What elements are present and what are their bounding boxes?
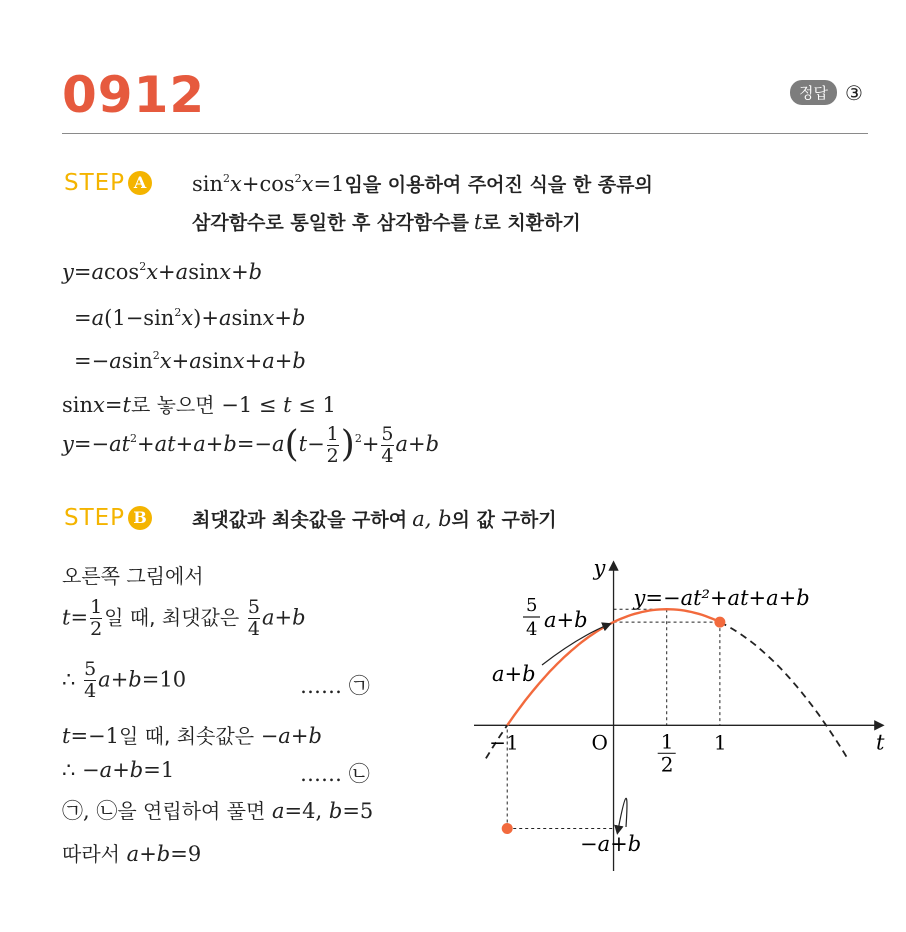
tick-label-half-num: 1 bbox=[660, 729, 674, 754]
tick-label-half-den: 2 bbox=[660, 752, 674, 777]
annotation-max-value: a+b bbox=[544, 608, 588, 632]
step-b-line-3: ∴ $\frac{5}{4}$ a+b=10 bbox=[62, 658, 187, 702]
step-b-line-6: ㉠, ㉡을 연립하여 풀면 a=4, b=5 bbox=[62, 799, 374, 823]
header-divider bbox=[62, 133, 868, 134]
annotation-five-quarters-den: 4 bbox=[526, 619, 538, 640]
step-b-word: STEP bbox=[64, 505, 126, 531]
annotation-five-quarters-num: 5 bbox=[526, 595, 538, 616]
step-a-letter: A bbox=[128, 171, 152, 195]
answer-area bbox=[790, 80, 863, 105]
mark-nieun: ㉡ bbox=[348, 762, 370, 786]
equation-line-1: y=acos$^2$x+asinx+b bbox=[62, 260, 263, 284]
step-b-line-4-text: 일 때, 최솟값은 bbox=[119, 724, 255, 748]
substitution-text: 로 놓으면 bbox=[130, 393, 215, 417]
step-a-word: STEP bbox=[64, 170, 126, 196]
step-b-line-2-text: 일 때, 최댓값은 bbox=[104, 605, 240, 630]
step-a-title-line2 bbox=[192, 208, 581, 235]
mark-giyeok: ㉠ bbox=[348, 674, 370, 698]
step-b-line-4: t=−1일 때, 최솟값은 −a+b bbox=[62, 724, 322, 748]
step-b-line-1: 오른쪽 그림에서 bbox=[62, 564, 204, 588]
tick-label-minus-1: −1 bbox=[489, 730, 519, 755]
answer-value: ③ bbox=[844, 80, 863, 105]
tick-label-1: 1 bbox=[713, 730, 727, 755]
substitution-line: sinx=t로 놓으면 −1 ≤ t ≤ 1 bbox=[62, 393, 336, 417]
fraction-five-quarters: $\frac{5}{4}$ bbox=[381, 422, 394, 467]
step-a-title-text2: 삼각함수로 통일한 후 삼각함수를 bbox=[192, 212, 469, 234]
equation-line-3: =−asin$^2$x+asinx+a+b bbox=[74, 349, 306, 373]
parabola-graph bbox=[470, 555, 890, 875]
annotation-minus-a-plus-b: −a+b bbox=[580, 832, 642, 856]
step-b-line-3-mark: …… ㉠ bbox=[300, 674, 370, 698]
step-a-title-line1 bbox=[192, 170, 653, 197]
step-a-title-text1: 임을 이용하여 주어진 식을 한 종류의 bbox=[344, 174, 653, 196]
step-b-line-7-text: 따라서 bbox=[62, 842, 120, 866]
x-axis-label: t bbox=[876, 730, 885, 755]
step-a-title-var-t: t bbox=[473, 210, 483, 234]
highlight-point-2 bbox=[714, 617, 725, 628]
step-a-label bbox=[64, 170, 152, 196]
step-b-line-6-text: 을 연립하여 풀면 bbox=[117, 799, 266, 823]
step-b-line-5: ∴ −a+b=1 bbox=[62, 758, 175, 782]
step-b-label bbox=[64, 505, 152, 531]
y-axis-label: y bbox=[593, 556, 606, 580]
curve-dashed-right bbox=[720, 622, 848, 758]
step-b-line-5-mark: …… ㉡ bbox=[300, 762, 370, 786]
step-b-line-2: t= $\frac{1}{2}$ 일 때, 최댓값은 $\frac{5}{4}$ a+b bbox=[62, 596, 306, 640]
step-a-title-text3: 로 치환하기 bbox=[482, 212, 581, 234]
step-b-line-7: 따라서 a+b=9 bbox=[62, 842, 202, 866]
step-b-title-vars: a, b bbox=[412, 507, 452, 531]
fraction-half: $\frac{1}{2}$ bbox=[326, 422, 339, 467]
step-b-title bbox=[192, 505, 557, 532]
annotation-minus-a-plus-b-arrow bbox=[618, 798, 627, 832]
step-b-title-text2: 의 값 구하기 bbox=[451, 509, 557, 531]
step-b-letter: B bbox=[128, 506, 152, 530]
answer-badge: 정답 bbox=[790, 80, 837, 105]
annotation-a-plus-b: a+b bbox=[492, 662, 536, 686]
problem-number: 0912 bbox=[62, 66, 206, 124]
step-b-title-text1: 최댓값과 최솟값을 구하여 bbox=[192, 509, 408, 531]
equation-label: y=−at²+at+a+b bbox=[633, 586, 810, 610]
completed-square-line: $y=-at^2+at+a+b=-a(t-$ $\frac{1}{2}$ )$^2$+ $\frac{5}{4}$ a+b bbox=[62, 422, 440, 467]
highlight-point-1 bbox=[502, 823, 513, 834]
equation-line-2: $=a(1-\sin^2x)+asinx+b$ bbox=[74, 306, 306, 330]
origin-label: O bbox=[591, 730, 608, 755]
pythagorean-identity: $\sin^2x+\cos^2x=1$ bbox=[192, 172, 345, 196]
